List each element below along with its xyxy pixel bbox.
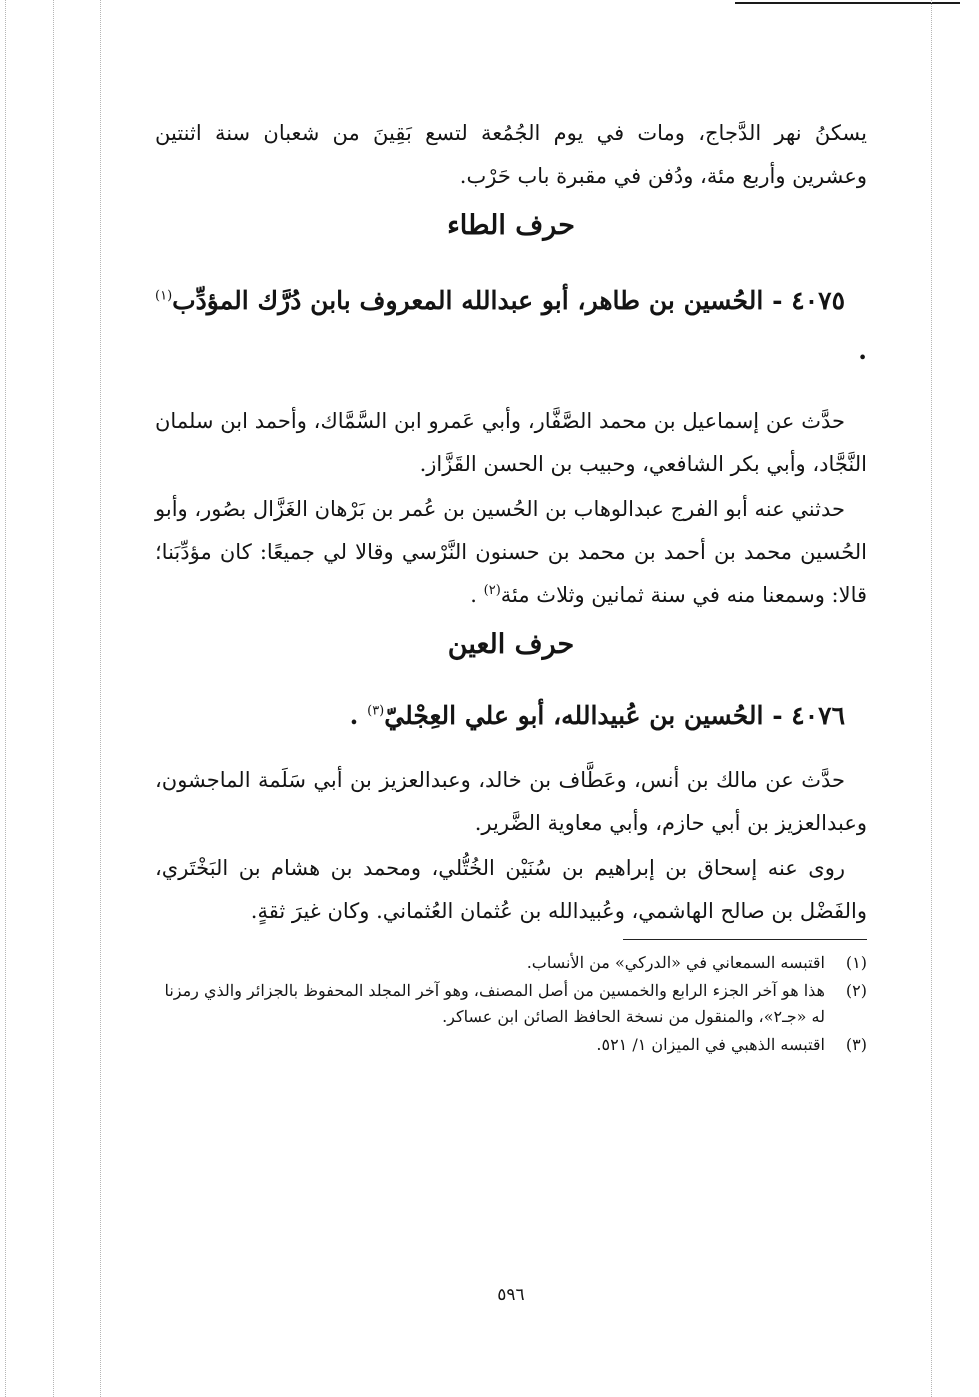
footnote-1 (155, 950, 867, 976)
section-heading-ain: حرف العين (447, 629, 575, 660)
scan-guide-line (100, 0, 101, 1397)
footnote-number: (١) (845, 953, 867, 972)
entry-4076-paragraph-2: روى عنه إسحاق بن إبراهيم بن سُنَيْن الخُتُّلي، ومحمد بن هشام بن البَخْتَري، والفَضْل بن صالح الهاشمي، وعُبيدالله بن عُثمان العُثماني. وكان غيرَ ثقةٍ. (155, 856, 867, 923)
entry-4075-heading-end: . (858, 336, 867, 365)
footnote-ref-3: (٣) (367, 703, 385, 719)
entry-4075-heading (155, 276, 867, 376)
footnote-text: اقتبسه السمعاني في «الدركي» من الأنساب. (526, 953, 825, 972)
section-heading-ta: حرف الطاء (447, 210, 575, 241)
scan-guide-line (5, 0, 6, 1397)
page-number: ٥٩٦ (497, 1285, 525, 1305)
footnote-number: (٢) (845, 981, 867, 1000)
entry-4076-paragraph-1: حدَّث عن مالك بن أنس، وعَطَّاف بن خالد، وعبدالعزيز بن أبي سَلَمة الماجشون، وعبدالعزيز بن أبي حازم، وأبي معاوية الضَّرير. (155, 768, 867, 835)
scan-guide-line (53, 0, 54, 1397)
entry-4075-paragraph-2-text: حدثني عنه أبو الفرج عبدالوهاب بن الحُسين بن عُمر بن بَرْهان الغَزَّال بصُور، وأبو الحُسين محمد بن أحمد بن محمد بن حسنون النَّرْسي وقالا لي جميعًا: كان مؤدِّبَنا؛ قالا: وسمعنا منه في سنة ثمانين وثلاث مئة (155, 497, 867, 607)
entry-4076-heading (155, 691, 867, 741)
footnote-text: اقتبسه الذهبي في الميزان ١/ ٥٢١. (596, 1035, 825, 1054)
footnote-separator (623, 939, 867, 940)
continuation-paragraph: يسكنُ نهر الدَّجاج، ومات في يوم الجُمُعة لتسع بَقِينَ من شعبان سنة اثنتين وعشرين وأربع مئة، ودُفن في مقبرة باب حَرْب. (155, 121, 867, 188)
scan-guide-line (931, 0, 932, 1397)
footnote-3 (155, 1032, 867, 1058)
top-corner-rule (735, 2, 960, 4)
entry-4075-paragraph-2-end: . (470, 583, 477, 607)
entry-4076-heading-end: . (349, 701, 359, 730)
footnote-ref-2: (٢) (483, 583, 501, 598)
footnote-number: (٣) (845, 1035, 867, 1054)
entry-4075-paragraph-2 (155, 488, 867, 617)
footnote-2 (155, 978, 867, 1030)
entry-4075-title: ٤٠٧٥ - الحُسين بن طاهر، أبو عبدالله المعروف بابن دُرَّك المؤدِّب (172, 286, 845, 315)
entry-4076-title: ٤٠٧٦ - الحُسين بن عُبيدالله، أبو علي العِجْليّ (384, 701, 845, 730)
book-page (155, 112, 867, 1372)
footnote-text: هذا هو آخر الجزء الرابع والخمسين من أصل المصنف، وهو آخر المجلد المحفوظ بالجزائر والذي رمزنا له «جـ٢»، والمنقول من نسخة الحافظ الصائن ابن عساكر. (164, 981, 825, 1026)
footnotes (155, 950, 867, 1058)
entry-4075-paragraph-1: حدَّث عن إسماعيل بن محمد الصَّفَّار، وأبي عَمرو ابن السَّمَّاك، وأحمد ابن سلمان النَّجَّاد، وأبي بكر الشافعي، وحبيب بن الحسن القَزَّاز. (155, 409, 867, 476)
footnote-ref-1: (١) (155, 288, 173, 304)
